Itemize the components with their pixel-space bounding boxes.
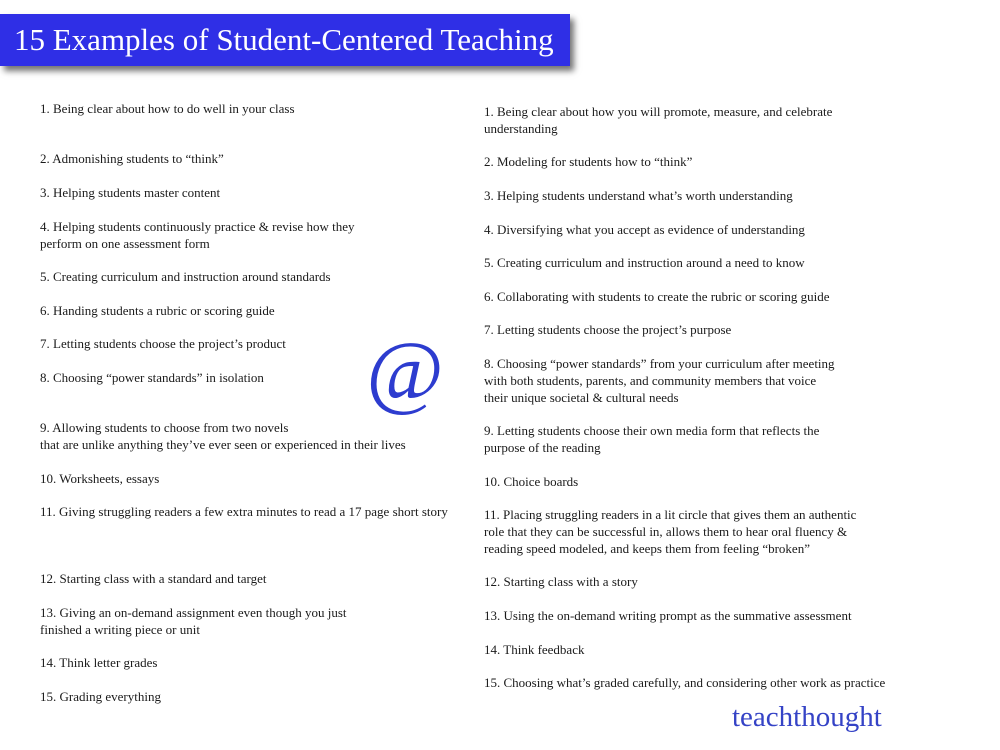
list-item: 14. Think letter grades bbox=[40, 655, 158, 670]
list-item: 15. Grading everything bbox=[40, 689, 161, 704]
list-item: 1. Being clear about how you will promote, measure, and celebrate understanding bbox=[484, 104, 833, 136]
list-item: 3. Helping students master content bbox=[40, 185, 221, 200]
list-item: 13. Giving an on-demand assignment even though you just finished a writing piece or unit bbox=[40, 605, 347, 637]
list-item: 2. Admonishing students to “think” bbox=[40, 151, 224, 166]
list-item: 5. Creating curriculum and instruction around a need to know bbox=[484, 255, 805, 270]
list-item: 9. Letting students choose their own media form that reflects the purpose of the reading bbox=[484, 423, 820, 455]
list-item: 6. Collaborating with students to create the rubric or scoring guide bbox=[484, 289, 830, 304]
list-item: 9. Allowing students to choose from two novels that are unlike anything they’ve ever seen or experienced in their lives bbox=[40, 420, 406, 452]
list-item: 8. Choosing “power standards” from your curriculum after meeting with both students, parents, and community members that voice their unique societal & cultural needs bbox=[484, 356, 835, 405]
title-banner bbox=[0, 14, 570, 66]
list-item: 1. Being clear about how to do well in your class bbox=[40, 101, 295, 116]
list-item: 7. Letting students choose the project’s purpose bbox=[484, 322, 732, 337]
list-item: 4. Helping students continuously practice & revise how they perform on one assessment form bbox=[40, 219, 355, 251]
at-symbol-icon: @ bbox=[366, 325, 444, 418]
list-item: 13. Using the on-demand writing prompt as the summative assessment bbox=[484, 608, 852, 623]
list-item: 5. Creating curriculum and instruction around standards bbox=[40, 269, 331, 284]
list-item: 7. Letting students choose the project’s product bbox=[40, 336, 286, 351]
list-item: 6. Handing students a rubric or scoring guide bbox=[40, 303, 275, 318]
list-item: 10. Choice boards bbox=[484, 474, 579, 489]
list-item: 10. Worksheets, essays bbox=[40, 471, 160, 486]
list-item: 11. Giving struggling readers a few extra minutes to read a 17 page short story bbox=[40, 504, 448, 519]
list-item: 12. Starting class with a story bbox=[484, 574, 638, 589]
list-item: 3. Helping students understand what’s worth understanding bbox=[484, 188, 793, 203]
list-item: 14. Think feedback bbox=[484, 642, 585, 657]
page-title: 15 Examples of Student-Centered Teaching bbox=[14, 22, 554, 57]
list-item: 2. Modeling for students how to “think” bbox=[484, 154, 693, 169]
list-item: 4. Diversifying what you accept as evidence of understanding bbox=[484, 222, 805, 237]
list-item: 11. Placing struggling readers in a lit circle that gives them an authentic role that they can be successful in, allows them to hear oral fluency & reading speed modeled, and keeps them from feeling “broken” bbox=[484, 507, 857, 556]
list-item: 8. Choosing “power standards” in isolation bbox=[40, 370, 264, 385]
list-item: 12. Starting class with a standard and target bbox=[40, 571, 267, 586]
list-item: 15. Choosing what’s graded carefully, and considering other work as practice bbox=[484, 675, 886, 690]
brand-logo: teachthought bbox=[732, 701, 882, 733]
